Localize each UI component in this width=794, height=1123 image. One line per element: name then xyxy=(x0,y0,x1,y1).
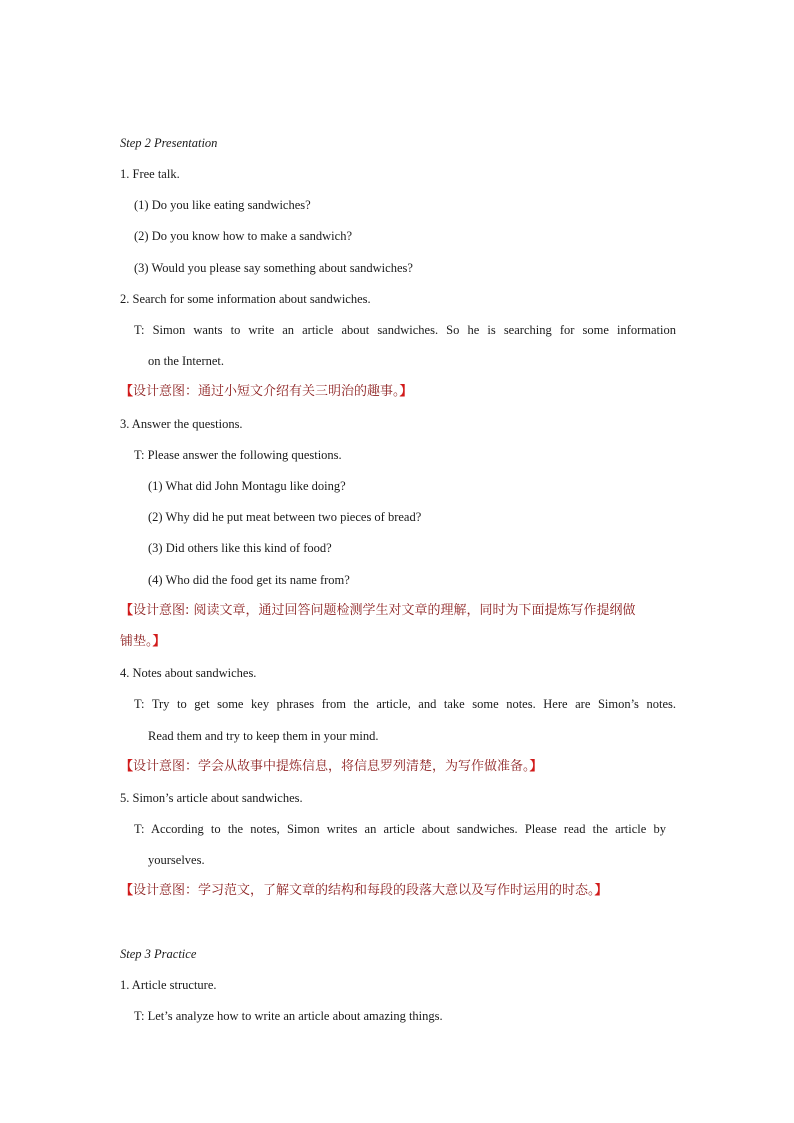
item5-teacher-line-2: yourselves. xyxy=(148,853,205,867)
item2-teacher-line-2: on the Internet. xyxy=(148,354,225,368)
bracket-open: 【 xyxy=(120,603,134,618)
item3-question-2: (2) Why did he put meat between two pieces of bread? xyxy=(148,510,422,524)
item1-question-2: (2) Do you know how to make a sandwich? xyxy=(134,229,353,243)
item2-teacher-line-1: T: Simon wants to write an article about sandwiches. So he is searching for some information xyxy=(134,323,676,337)
item2-design-note xyxy=(120,384,684,400)
bracket-open: 【 xyxy=(120,384,134,399)
item5-teacher-line-1: T: According to the notes, Simon writes an article about sandwiches. Please read the article by xyxy=(134,822,666,836)
bracket-close: 】 xyxy=(529,759,543,774)
design-note-text: 设计意图：学习范文，了解文章的结构和每段的段落大意以及写作时运用的时态。 xyxy=(133,883,595,898)
item1-title: 1. Free talk. xyxy=(120,167,180,181)
item3-title: 3. Answer the questions. xyxy=(120,417,243,431)
item3-question-4: (4) Who did the food get its name from? xyxy=(148,573,350,587)
item4-design-note xyxy=(120,759,684,775)
step2-heading: Step 2 Presentation xyxy=(120,136,218,150)
bracket-close: 】 xyxy=(594,883,608,898)
item2-title: 2. Search for some information about sandwiches. xyxy=(120,292,371,306)
item5-design-note xyxy=(120,883,684,899)
item4-title: 4. Notes about sandwiches. xyxy=(120,666,257,680)
bracket-close: 】 xyxy=(152,634,166,649)
item4-teacher-line-2: Read them and try to keep them in your mind. xyxy=(148,729,379,743)
design-note-text: 设计意图: 阅读文章，通过回答问题检测学生对文章的理解，同时为下面提炼写作提纲做 xyxy=(133,603,636,618)
item3-question-3: (3) Did others like this kind of food? xyxy=(148,541,332,555)
bracket-open: 【 xyxy=(120,759,134,774)
step3-item1-teacher-line: T: Let’s analyze how to write an article about amazing things. xyxy=(134,1009,443,1023)
item3-question-1: (1) What did John Montagu like doing? xyxy=(148,479,346,493)
item1-question-1: (1) Do you like eating sandwiches? xyxy=(134,198,311,212)
item1-question-3: (3) Would you please say something about sandwiches? xyxy=(134,261,413,275)
item3-design-note-line-1 xyxy=(120,603,684,619)
step3-item1-title: 1. Article structure. xyxy=(120,978,217,992)
design-note-text: 设计意图：学会从故事中提炼信息，将信息罗列清楚，为写作做准备。 xyxy=(133,759,530,774)
item4-teacher-line-1: T: Try to get some key phrases from the article, and take some notes. Here are Simon’s notes. xyxy=(134,697,676,711)
bracket-close: 】 xyxy=(399,384,413,399)
design-note-text: 设计意图：通过小短文介绍有关三明治的趣事。 xyxy=(133,384,400,399)
item5-title: 5. Simon’s article about sandwiches. xyxy=(120,791,303,805)
item3-teacher-line: T: Please answer the following questions. xyxy=(134,448,342,462)
step3-heading: Step 3 Practice xyxy=(120,947,197,961)
item3-design-note-line-2 xyxy=(120,634,684,650)
bracket-open: 【 xyxy=(120,883,134,898)
design-note-text: 铺垫。 xyxy=(120,634,153,649)
